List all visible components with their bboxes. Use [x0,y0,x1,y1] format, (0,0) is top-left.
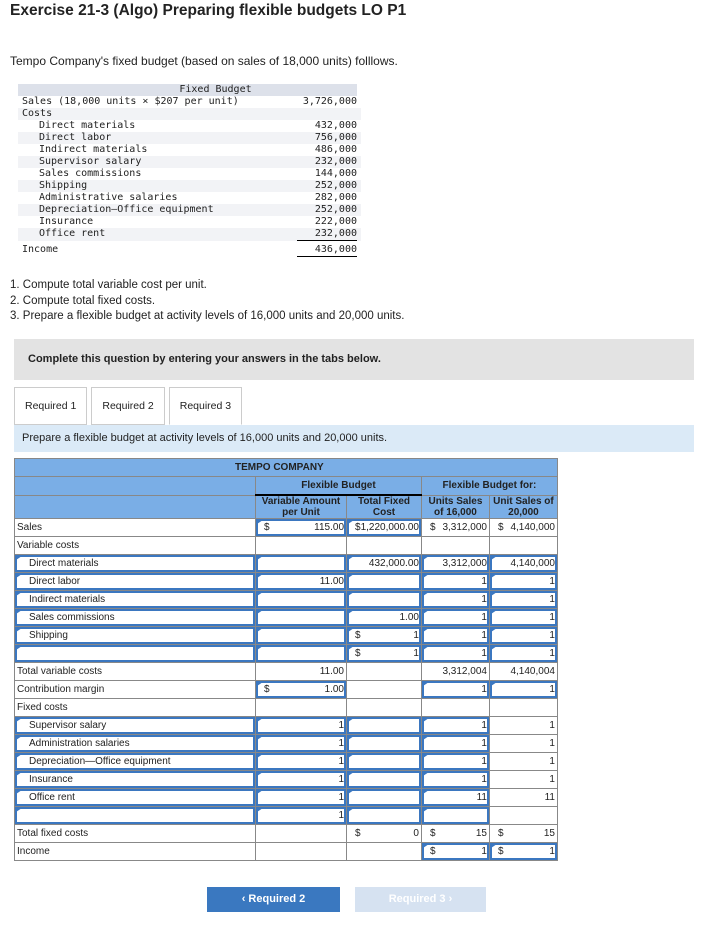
row-label: Depreciation—Office equipment [15,753,256,771]
table-row [15,753,558,771]
amount-value: 1 [481,846,487,857]
fixed-budget-row [18,120,361,132]
currency-symbol [424,774,430,785]
amount-input[interactable] [347,735,422,753]
amount-input [347,663,422,681]
col-variable-amount: Variable Amount per Unit [256,495,347,519]
currency-symbol [424,576,430,587]
currency-symbol [492,648,498,659]
row-label: Costs [22,108,53,119]
row-label: Direct labor [39,132,112,143]
currency-symbol [492,666,498,677]
currency-symbol [492,630,498,641]
amount-value: 3,312,000 [442,522,487,533]
currency-symbol [258,774,264,785]
row-value: 232,000 [297,228,357,241]
currency-symbol [258,738,264,749]
amount-value: 1 [481,720,487,731]
amount-input[interactable] [347,789,422,807]
currency-symbol [492,558,498,569]
currency-symbol [424,684,430,695]
amount-input [421,537,489,555]
row-label: Direct materials [39,120,136,131]
amount-input[interactable] [489,591,557,609]
currency-symbol [492,738,498,749]
tab-required-3[interactable]: Required 3 [169,387,242,425]
amount-value: 115.00 [314,522,344,533]
fixed-budget-row [18,216,361,228]
table-row [15,663,558,681]
amount-input [489,753,557,771]
amount-value: 4,140,004 [510,666,555,677]
amount-input[interactable] [347,591,422,609]
instructions-bar: Complete this question by entering your answers in the tabs below. [14,339,694,380]
tab-bar [14,387,242,425]
table-row [15,807,558,825]
amount-input [347,699,422,717]
amount-input[interactable] [489,627,557,645]
amount-input[interactable] [421,609,489,627]
tab-instruction: Prepare a flexible budget at activity levels of 16,000 units and 20,000 units. [14,425,694,452]
currency-symbol: $ [264,684,270,695]
col-units-16000: Units Sales of 16,000 [421,495,489,519]
amount-input [489,717,557,735]
amount-value: 1 [549,648,555,659]
amount-input[interactable] [347,627,422,645]
table-row [15,789,558,807]
amount-input[interactable] [256,555,347,573]
question-2: 2. Compute total fixed costs. [10,294,156,307]
flexible-budget-table [14,458,558,861]
tab-required-1[interactable]: Required 1 [14,387,87,425]
currency-symbol [492,774,498,785]
amount-value: 1 [549,720,555,731]
row-label: Sales [15,519,256,537]
fixed-budget-row [18,244,361,257]
amount-value: 1 [549,630,555,641]
amount-value: 1 [338,774,344,785]
amount-input[interactable] [347,519,422,537]
row-label: Contribution margin [15,681,256,699]
currency-symbol [424,738,430,749]
amount-value: 15 [475,828,487,839]
currency-symbol: $ [429,846,436,857]
currency-symbol [424,594,430,605]
amount-input[interactable] [256,735,347,753]
question-3: 3. Prepare a flexible budget at activity levels of 16,000 units and 20,000 units. [10,310,405,322]
amount-value: 1 [481,684,487,695]
amount-value: 1,220,000.00 [360,522,419,533]
amount-value: 1 [481,594,487,605]
fixed-budget-row [18,156,361,168]
table-row [15,699,558,717]
amount-value: 4,140,000 [510,522,555,533]
currency-symbol [258,720,264,731]
amount-value: 1 [481,756,487,767]
amount-input[interactable] [489,645,557,663]
amount-input[interactable] [421,753,489,771]
amount-input[interactable] [489,609,557,627]
amount-input[interactable] [421,555,489,573]
page-title: Exercise 21-3 (Algo) Preparing flexible budgets LO P1 [10,2,407,19]
row-label: Total variable costs [15,663,256,681]
amount-value: 11 [476,792,487,803]
amount-value: 1 [549,594,555,605]
row-label: Direct materials [15,555,256,573]
amount-input[interactable] [489,681,557,699]
amount-input[interactable] [256,681,347,699]
currency-symbol: $ [497,828,504,839]
currency-symbol: $ [429,828,436,839]
amount-input[interactable] [347,753,422,771]
table-row [15,519,558,537]
amount-input[interactable] [256,609,347,627]
amount-input[interactable] [256,807,347,825]
row-label: Sales commissions [15,609,256,627]
currency-symbol: $ [429,522,436,533]
amount-input [347,681,422,699]
amount-input[interactable] [421,573,489,591]
amount-value: 432,000.00 [368,558,419,569]
amount-value: 3,312,004 [442,666,487,677]
amount-value: 1 [481,774,487,785]
amount-input[interactable] [256,645,347,663]
fixed-budget-row [18,132,361,144]
amount-input [489,789,557,807]
fixed-budget-row [18,96,361,108]
amount-input [489,771,557,789]
amount-input[interactable] [347,555,422,573]
row-label: Shipping [39,180,88,191]
amount-input [256,537,347,555]
amount-input [347,825,422,843]
amount-input[interactable] [421,735,489,753]
amount-input[interactable] [256,627,347,645]
company-name: TEMPO COMPANY [15,459,558,477]
row-label: Direct labor [15,573,256,591]
fixed-budget-row [18,144,361,156]
row-label: Administration salaries [15,735,256,753]
amount-value: 1 [481,612,487,623]
amount-value: 1 [481,738,487,749]
group-flexible-budget: Flexible Budget [256,477,422,496]
currency-symbol [258,576,264,587]
table-row [15,825,558,843]
currency-symbol: $ [355,630,361,641]
table-row [15,771,558,789]
amount-value: 1.00 [324,684,344,695]
group-flexible-budget-for: Flexible Budget for: [421,477,557,496]
currency-symbol [492,684,498,695]
amount-input[interactable] [489,573,557,591]
amount-value: 1 [338,792,344,803]
amount-input [256,699,347,717]
amount-input[interactable] [347,645,422,663]
amount-value: 1 [338,720,344,731]
currency-symbol [258,810,264,821]
row-label: Sales commissions [39,168,142,179]
amount-input [489,663,557,681]
row-value: 432,000 [314,120,357,131]
amount-value: 1 [481,648,487,659]
amount-input [421,663,489,681]
row-label: Indirect materials [15,591,256,609]
table-row [15,645,558,663]
table-row [15,537,558,555]
table-row [15,591,558,609]
row-value: 144,000 [314,168,357,179]
row-label: Total fixed costs [15,825,256,843]
currency-symbol [424,612,430,623]
row-label: Fixed costs [15,699,256,717]
col-total-fixed: Total Fixed Cost [347,495,422,519]
amount-value: 4,140,000 [510,558,555,569]
row-value: 232,000 [314,156,357,167]
amount-value: 1.00 [399,612,419,623]
currency-symbol [492,792,498,803]
row-value: 282,000 [314,192,357,203]
amount-input[interactable] [347,771,422,789]
amount-input[interactable] [256,717,347,735]
row-label: Variable costs [15,537,256,555]
amount-input[interactable] [256,753,347,771]
row-value: 3,726,000 [302,96,357,107]
row-value: 486,000 [314,144,357,155]
fixed-budget-table [18,84,361,257]
row-label: Insurance [15,771,256,789]
row-value: 252,000 [314,204,357,215]
amount-value: 1 [338,756,344,767]
amount-value: 3,312,000 [442,558,487,569]
table-row [15,681,558,699]
amount-value: 1 [413,648,419,659]
currency-symbol [424,558,430,569]
currency-symbol [349,612,355,623]
question-1: 1. Compute total variable cost per unit. [10,279,207,291]
row-label: Office rent [39,228,106,239]
amount-input [347,843,422,861]
amount-input [256,825,347,843]
currency-symbol [492,576,498,587]
currency-symbol [492,756,498,767]
currency-symbol: $ [355,522,361,533]
amount-input[interactable] [421,591,489,609]
currency-symbol [492,612,498,623]
col-units-20000: Unit Sales of 20,000 [489,495,557,519]
currency-symbol: $ [497,522,504,533]
fixed-budget-row [18,180,361,192]
amount-value: 1 [481,630,487,641]
amount-input [421,699,489,717]
row-label [15,645,256,663]
amount-value: 1 [549,738,555,749]
amount-value: 1 [549,774,555,785]
amount-value: 1 [481,576,487,587]
row-label: Supervisor salary [39,156,142,167]
amount-input [421,825,489,843]
amount-input[interactable] [347,807,422,825]
amount-input [347,537,422,555]
amount-input [489,825,557,843]
amount-input[interactable] [421,789,489,807]
row-value: 222,000 [314,216,357,227]
questions [10,278,404,325]
amount-input[interactable] [421,681,489,699]
amount-input[interactable] [421,627,489,645]
amount-value: 1 [549,756,555,767]
row-value: 756,000 [314,132,357,143]
intro-text: Tempo Company's fixed budget (based on sales of 18,000 units) folllows. [10,54,398,68]
amount-value: 1 [549,684,555,695]
row-label: Insurance [39,216,94,227]
amount-input[interactable] [256,771,347,789]
amount-input[interactable] [256,573,347,591]
amount-value: 1 [338,810,344,821]
currency-symbol [258,756,264,767]
amount-input [489,519,557,537]
currency-symbol [424,792,430,803]
row-label: Office rent [15,789,256,807]
row-label [15,807,256,825]
amount-value: 15 [543,828,555,839]
amount-input[interactable] [421,771,489,789]
amount-value: 1 [549,846,555,857]
currency-symbol [258,792,264,803]
row-label: Supervisor salary [15,717,256,735]
table-row [15,555,558,573]
currency-symbol [492,720,498,731]
row-label: Income [22,244,59,255]
currency-symbol [424,648,430,659]
fixed-budget-row [18,168,361,180]
amount-input[interactable] [421,717,489,735]
amount-input [489,735,557,753]
table-row [15,609,558,627]
currency-symbol [424,720,430,731]
amount-input [256,843,347,861]
currency-symbol [492,594,498,605]
currency-symbol: $ [264,522,270,533]
currency-symbol: $ [355,648,361,659]
table-row [15,573,558,591]
fixed-budget-header: Fixed Budget [18,84,357,96]
amount-input [489,807,557,825]
amount-input[interactable] [489,843,557,861]
fixed-budget-row [18,204,361,216]
row-label: Sales (18,000 units × $207 per unit) [22,96,239,107]
amount-value: 11.00 [319,666,344,677]
table-row [15,735,558,753]
amount-input [489,537,557,555]
fixed-budget-row [18,108,361,120]
row-label: Administrative salaries [39,192,178,203]
prev-required-2-button[interactable]: ‹ Required 2 [207,887,340,912]
row-label: Indirect materials [39,144,148,155]
row-label: Income [15,843,256,861]
amount-input[interactable] [421,645,489,663]
currency-symbol [424,756,430,767]
amount-input [489,699,557,717]
amount-value: 1 [413,630,419,641]
fixed-budget-row [18,192,361,204]
next-required-3-button[interactable]: Required 3 › [355,887,486,912]
table-row [15,843,558,861]
amount-input[interactable] [256,591,347,609]
amount-value: 0 [413,828,419,839]
currency-symbol [424,666,430,677]
amount-input[interactable] [347,573,422,591]
tab-required-2[interactable]: Required 2 [91,387,164,425]
amount-input[interactable] [256,519,347,537]
amount-value: 1 [338,738,344,749]
amount-input [421,519,489,537]
amount-value: 1 [549,612,555,623]
amount-input[interactable] [256,789,347,807]
amount-input[interactable] [489,555,557,573]
amount-value: 1 [549,576,555,587]
table-row [15,717,558,735]
amount-input[interactable] [421,843,489,861]
row-value [297,108,357,120]
currency-symbol [258,666,264,677]
row-value: 252,000 [314,180,357,191]
amount-input [256,663,347,681]
currency-symbol: $ [355,828,361,839]
currency-symbol [349,558,355,569]
row-label: Shipping [15,627,256,645]
amount-input[interactable] [421,807,489,825]
fixed-budget-row [18,228,361,241]
currency-symbol: $ [497,846,504,857]
currency-symbol [424,630,430,641]
amount-value: 11.00 [319,576,344,587]
amount-input[interactable] [347,717,422,735]
row-value: 436,000 [297,244,357,257]
amount-input[interactable] [347,609,422,627]
table-row [15,627,558,645]
amount-value: 11 [544,792,555,803]
row-label: Depreciation—Office equipment [39,204,214,215]
